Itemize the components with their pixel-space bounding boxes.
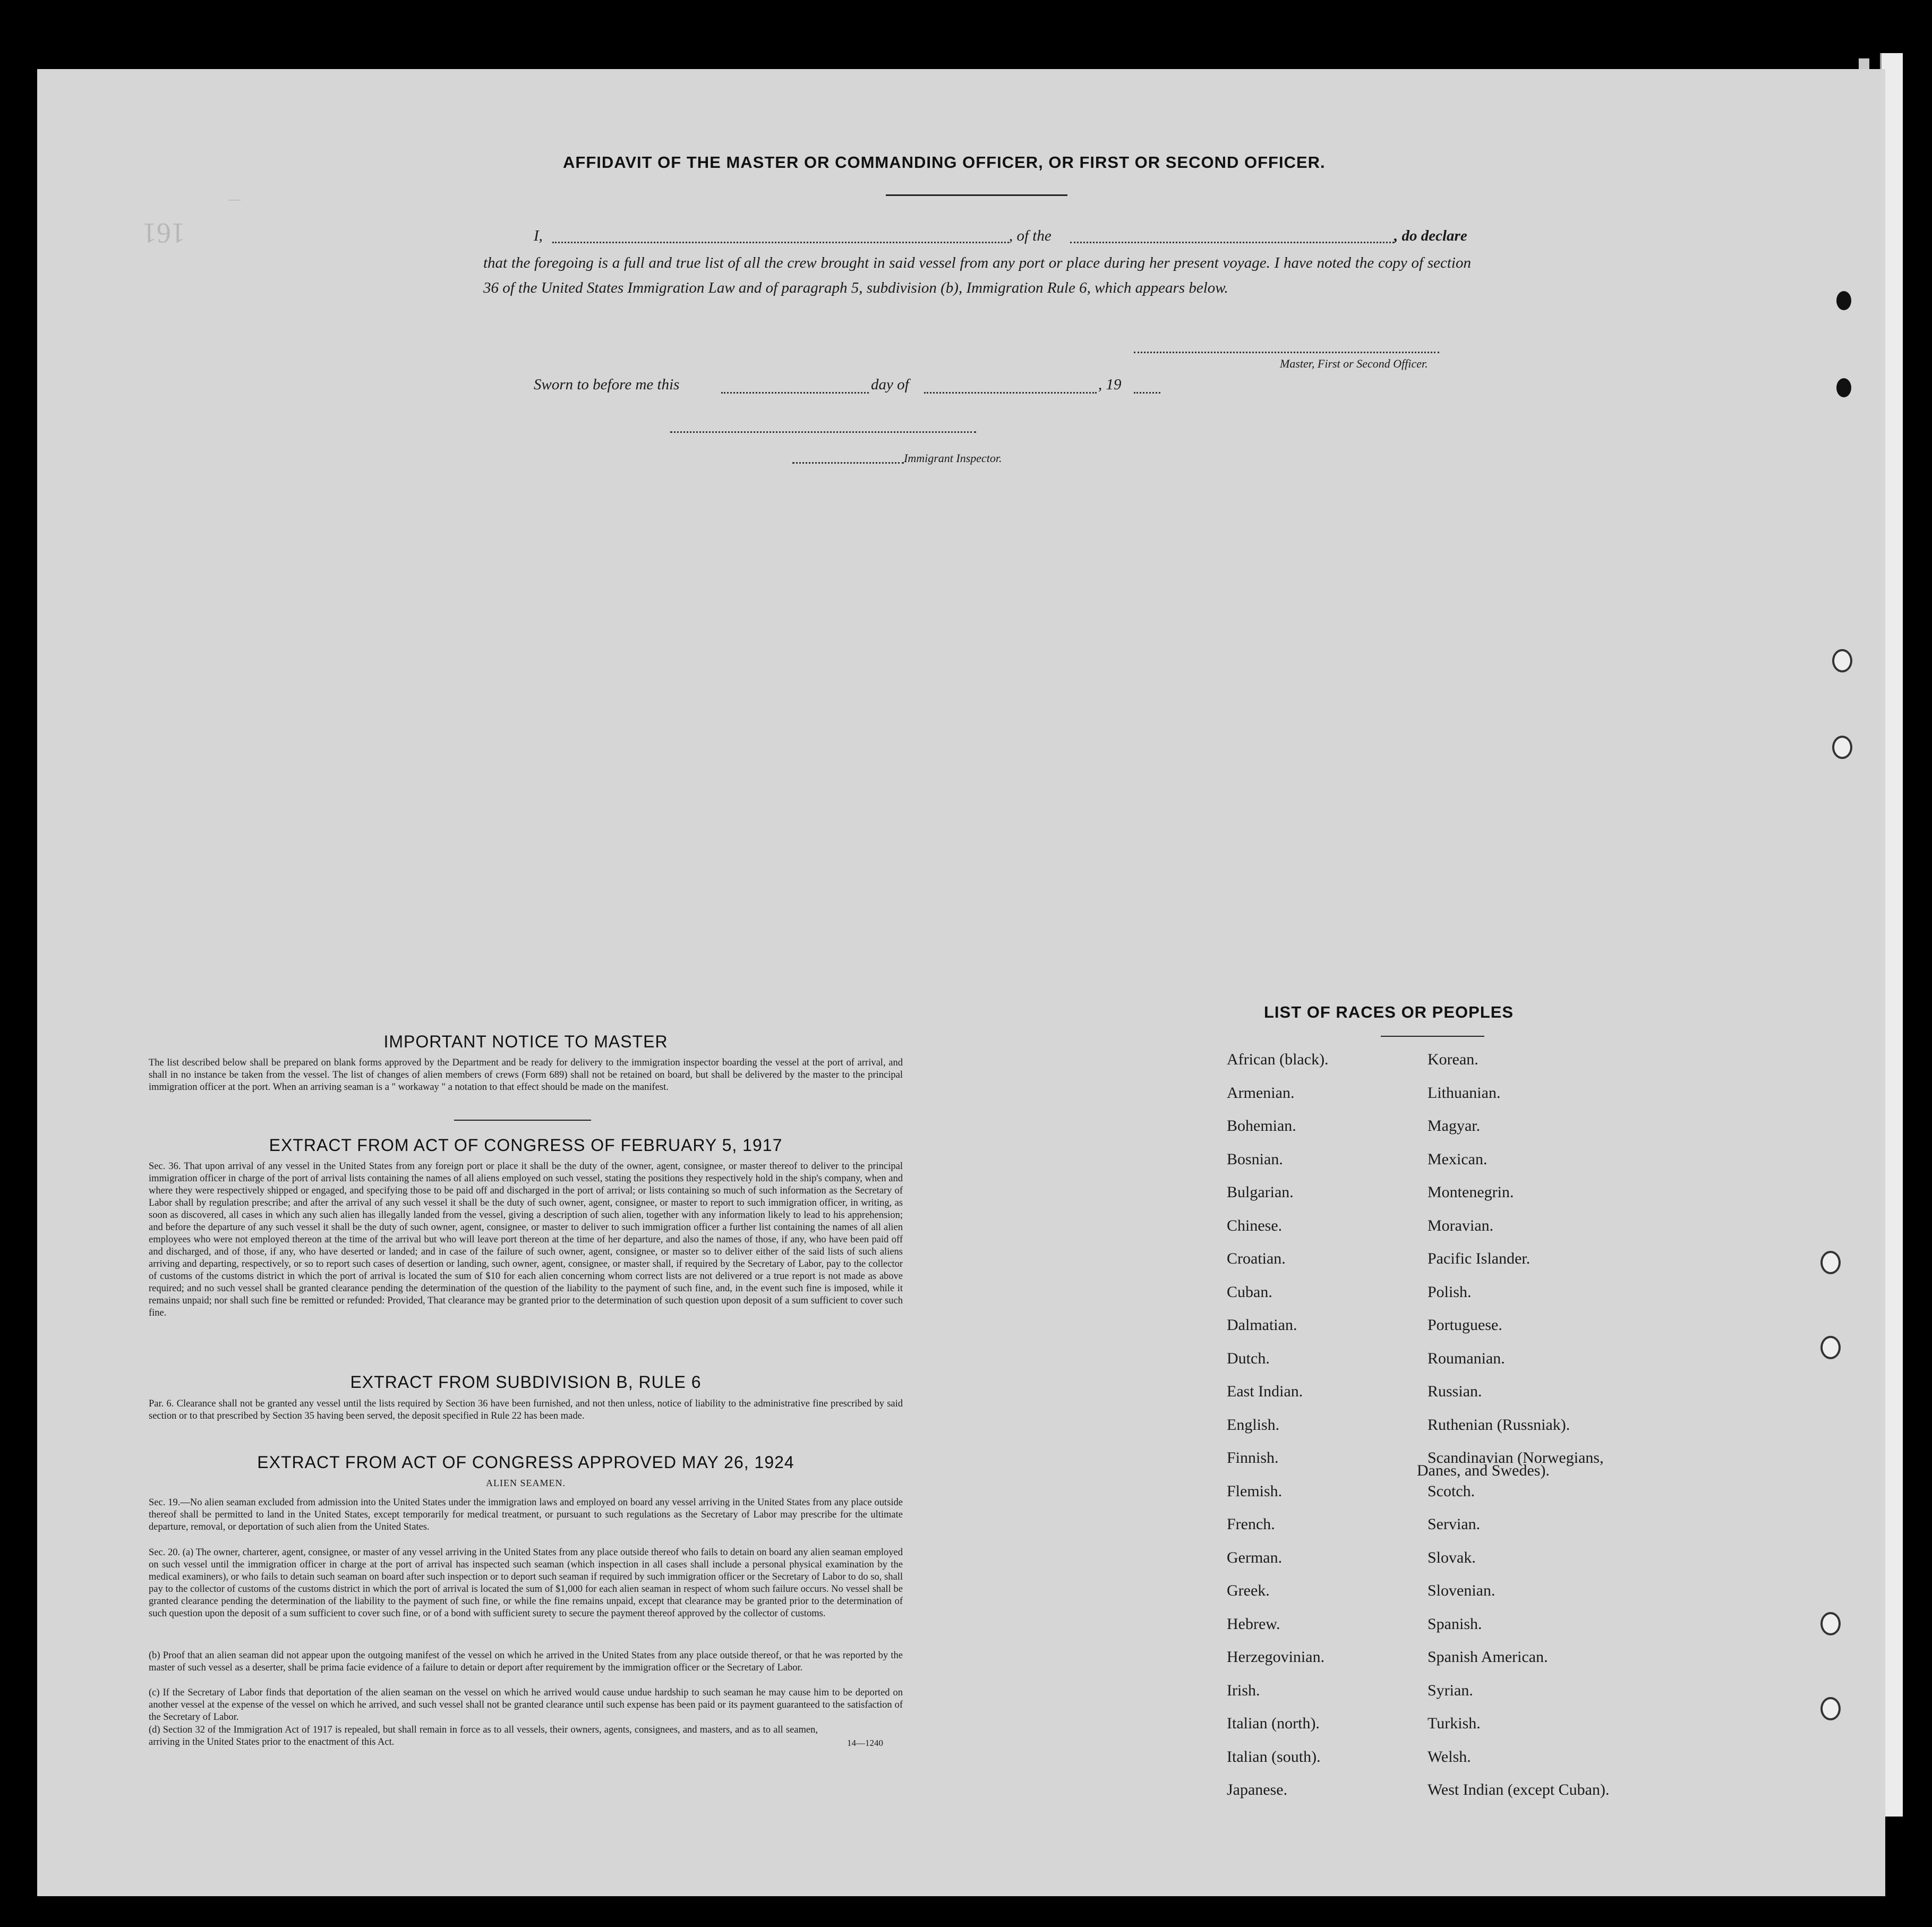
race-item: Armenian.: [1227, 1084, 1295, 1102]
affidavit-i-label: I,: [534, 227, 543, 244]
race-item: Bohemian.: [1227, 1117, 1296, 1135]
vessel-blank: [1070, 242, 1394, 243]
race-item: Pacific Islander.: [1427, 1250, 1531, 1267]
binding-hole: [1820, 1612, 1841, 1635]
sworn-label: Sworn to before me this: [534, 376, 680, 393]
binding-hole: [1820, 1697, 1841, 1720]
extract-1924-sec19: Sec. 19.—No alien seaman excluded from admission into the United States under the immigration laws and employed on board any vessel arriving in the United States from any place outside thereof shall be permitted to land in the United States, except temporarily for medical treatment, or pursuant to such regulations as the Secretary of Labor may prescribe for the ultimate departure, removal, or deportation of such alien from the United States.: [149, 1497, 903, 1532]
inspector-label: Immigrant Inspector.: [904, 451, 1002, 465]
section-divider: [454, 1120, 591, 1121]
binding-hole: [1832, 649, 1852, 672]
race-item: Moravian.: [1427, 1216, 1494, 1234]
inspector-name-blank: [792, 462, 904, 464]
race-item: Ruthenian (Russniak).: [1427, 1416, 1570, 1434]
race-item: Cuban.: [1227, 1283, 1272, 1301]
day-of-label: day of: [871, 376, 909, 393]
affidavit-body: that the foregoing is a full and true list of all the crew brought in said vessel from any port or place during her present voyage. I have noted the copy of section 36 of the United States Immigration Law and of paragraph 5, subdivision (b), Immigration Rule 6, which appears below.: [483, 254, 1471, 296]
race-item: Finnish.: [1227, 1449, 1279, 1466]
race-item: Slovenian.: [1427, 1582, 1495, 1599]
race-item: Japanese.: [1227, 1781, 1288, 1798]
race-item: Turkish.: [1427, 1715, 1481, 1732]
title-divider: [886, 194, 1067, 196]
race-item: East Indian.: [1227, 1383, 1303, 1400]
extract-1924-sec20d: (d) Section 32 of the Immigration Act of 1917 is repealed, but shall remain in force as to all vessels, their owners, agents, consignees, and masters, and as to all seamen, arriving in the United States prior to the enactment of this Act.: [149, 1725, 818, 1747]
race-item: Korean.: [1427, 1051, 1478, 1068]
race-item: Scotch.: [1427, 1482, 1475, 1500]
race-item: Mexican.: [1427, 1150, 1488, 1168]
race-item-continuation: Danes, and Swedes).: [1417, 1462, 1550, 1479]
race-item: Russian.: [1427, 1383, 1482, 1400]
sworn-day-blank: [721, 392, 869, 394]
extract-1924-title: EXTRACT FROM ACT OF CONGRESS APPROVED MAY 26, 1924: [257, 1453, 794, 1472]
notice-title: IMPORTANT NOTICE TO MASTER: [383, 1032, 668, 1051]
year-label: , 19: [1098, 376, 1122, 393]
race-item: Chinese.: [1227, 1216, 1283, 1234]
race-item: Roumanian.: [1427, 1349, 1505, 1367]
extract-rule6-title: EXTRACT FROM SUBDIVISION B, RULE 6: [350, 1372, 702, 1392]
race-item: Irish.: [1227, 1681, 1260, 1699]
manifest-page: [37, 69, 1885, 1896]
race-item: Servian.: [1427, 1515, 1481, 1533]
race-item: Italian (south).: [1227, 1747, 1321, 1766]
race-item: English.: [1227, 1416, 1280, 1434]
race-item: Dutch.: [1227, 1349, 1270, 1367]
binding-hole: [1820, 1336, 1841, 1359]
binding-hole: [1820, 1251, 1841, 1274]
bleed-through-mark: 161: [142, 217, 185, 249]
race-item: Herzegovinian.: [1227, 1648, 1325, 1666]
race-item: African (black).: [1227, 1051, 1329, 1068]
affidavit-of-the-label: , of the: [1009, 227, 1052, 244]
extract-1924-sec20b: (b) Proof that an alien seaman did not appear upon the outgoing manifest of the vessel on which he arrived in the United States from any place outside thereof, or that he was reported by the master of such vessel as a deserter, shall be prima facie evidence of a failure to detain or deport after requirement by the immigration officer or the Secretary of Labor.: [149, 1650, 903, 1673]
race-item: Scandinavian (Norwegians,: [1427, 1449, 1604, 1466]
race-item: Portuguese.: [1427, 1316, 1502, 1334]
extract-rule6-text: Par. 6. Clearance shall not be granted any vessel until the lists required by Section 36 have been furnished, and not then unless, notice of liability to the administrative fine prescribed by said section or to that prescribed by Section 35 having been served, the deposit specified in Rule 22 has been made.: [149, 1399, 903, 1421]
race-item: Polish.: [1427, 1283, 1472, 1301]
binding-hole: [1832, 736, 1852, 759]
race-item: Syrian.: [1427, 1681, 1473, 1699]
race-item: Hebrew.: [1227, 1615, 1280, 1633]
binding-hole: [1836, 291, 1851, 310]
race-item: Bosnian.: [1227, 1150, 1283, 1168]
extract-1924-sec20c: (c) If the Secretary of Labor finds that deportation of the alien seaman on the vessel on which he arrived would cause undue hardship to such seaman he may cause him to be deported on another vessel at the expense of the vessel on which he arrived, and such vessel shall not be granted clearance until such expense has been paid or its payment guaranteed to the satisfaction of the Secretary of Labor.: [149, 1687, 903, 1723]
race-item: Magyar.: [1427, 1117, 1481, 1135]
extract-1917-title: EXTRACT FROM ACT OF CONGRESS OF FEBRUARY 5, 1917: [269, 1136, 783, 1155]
race-item: Flemish.: [1227, 1482, 1283, 1500]
affidavit-declare-label: , do declare: [1394, 227, 1467, 244]
extract-1917-text: Sec. 36. That upon arrival of any vessel in the United States from any foreign port or place it shall be the duty of the owner, agent, consignee, or master thereof to deliver to the principal immigration officer in charge of the port of arrival lists containing the names of all aliens employed on such vessel, stating the positions they respectively hold in the ship's company, when and where they were respectively shipped or engaged, and specifying those to be paid off and discharged in the port of arrival; or lists containing so much of such information as the Secretary of Labor shall by regulation prescribe; and after the arrival of any such vessel it shall be the duty of such owner, agent, consignee, or master to report to such immigration officer, in writing, as soon as discovered, all cases in which any such alien has illegally landed from the vessel, giving a description of such alien, together with any information likely to lead to his apprehension; and before the departure of any such vessel it shall be the duty of such owner, agent, consignee, or master to deliver to such immigration officer a further list containing the names of all alien employees who were not employed thereon at the time of the arrival but who will leave port thereon at the time of her departure, and also the names of those, if any, who have been paid off and discharged, and of those, if any, who have deserted or landed; and in case of the failure of such owner, agent, consignee, or master so to deliver either of the said lists of such aliens arriving and departing, respectively, or so to report such cases of desertion or landing, such owner, agent, consignee, or master shall, if required by the Secretary of Labor, pay to the collector of customs of the customs district in which the port of arrival is located the sum of $10 for each alien concerning whom correct lists are not delivered or a true report is not made as above required; and no such vessel shall be granted clearance pending the determination of the question of the liability to the payment of such fine, and, in the event such fine is imposed, while it remains unpaid; nor shall such fine be remitted or refunded: Provided, That clearance may be granted prior to the determination of such question upon deposit of a sum sufficient to cover such fine.: [149, 1161, 903, 1318]
race-item: Greek.: [1227, 1582, 1270, 1599]
name-blank: [552, 242, 1009, 243]
master-signature-label: Master, First or Second Officer.: [1280, 357, 1428, 370]
race-item: Bulgarian.: [1227, 1183, 1294, 1201]
race-item: Italian (north).: [1227, 1715, 1320, 1732]
sworn-month-blank: [924, 392, 1097, 394]
race-item: French.: [1227, 1515, 1275, 1533]
form-number: 14—1240: [847, 1738, 883, 1748]
signature-blank: [1134, 352, 1439, 353]
race-item: Spanish.: [1427, 1615, 1482, 1633]
races-divider: [1381, 1036, 1484, 1037]
extract-1924-sec20a: Sec. 20. (a) The owner, charterer, agent, consignee, or master of any vessel arriving in the United States from any place outside thereof who fails to detain on board any alien seaman employed on such vessel until the immigration officer in charge at the port of arrival has inspected such seaman (which inspection in all cases shall include a personal physical examination by the medical examiners), or who fails to detain such seaman on board after such inspection or to deport such seaman if required by such immigration officer or the Secretary of Labor to do so, shall pay to the collector of customs of the customs district in which the port of arrival is located the sum of $1,000 for each alien seaman in respect of whom such failure occurs. No vessel shall be granted clearance pending the determination of the liability to the payment of such fine, or while the fine remains unpaid, except that clearance may be granted prior to the determination of such question upon the deposit of a sum sufficient to cover such fine, or of a bond with sufficient surety to secure the payment thereof approved by the collector of customs.: [149, 1547, 903, 1619]
race-item: Croatian.: [1227, 1250, 1286, 1267]
affidavit-title: AFFIDAVIT OF THE MASTER OR COMMANDING OFFICER, OR FIRST OR SECOND OFFICER.: [563, 153, 1326, 172]
binding-hole: [1836, 378, 1851, 397]
race-item: Spanish American.: [1427, 1648, 1548, 1666]
race-item: West Indian (except Cuban).: [1427, 1781, 1610, 1798]
races-title: LIST OF RACES OR PEOPLES: [1264, 1003, 1514, 1021]
notice-text: The list described below shall be prepared on blank forms approved by the Department and be ready for delivery to the immigration inspector boarding the vessel at the port of arrival, and shall in no instance be taken from the vessel. The list of changes of alien members of crews (Form 689) shall not be retained on board, but shall be delivered by the master to the principal immigration officer at the port. When an arriving seaman is a " workaway " a notation to that effect should be made on the manifest.: [149, 1058, 903, 1093]
bleed-through-mark: —: [228, 191, 241, 207]
year-blank: [1134, 392, 1160, 394]
race-item: Montenegrin.: [1427, 1183, 1514, 1201]
race-item: Welsh.: [1427, 1747, 1471, 1766]
extract-1924-subtitle: ALIEN SEAMEN.: [486, 1478, 566, 1488]
race-item: German.: [1227, 1548, 1283, 1566]
race-item: Slovak.: [1427, 1548, 1476, 1566]
inspector-signature-blank: [670, 431, 976, 433]
race-item: Dalmatian.: [1227, 1316, 1297, 1334]
race-item: Lithuanian.: [1427, 1084, 1501, 1102]
